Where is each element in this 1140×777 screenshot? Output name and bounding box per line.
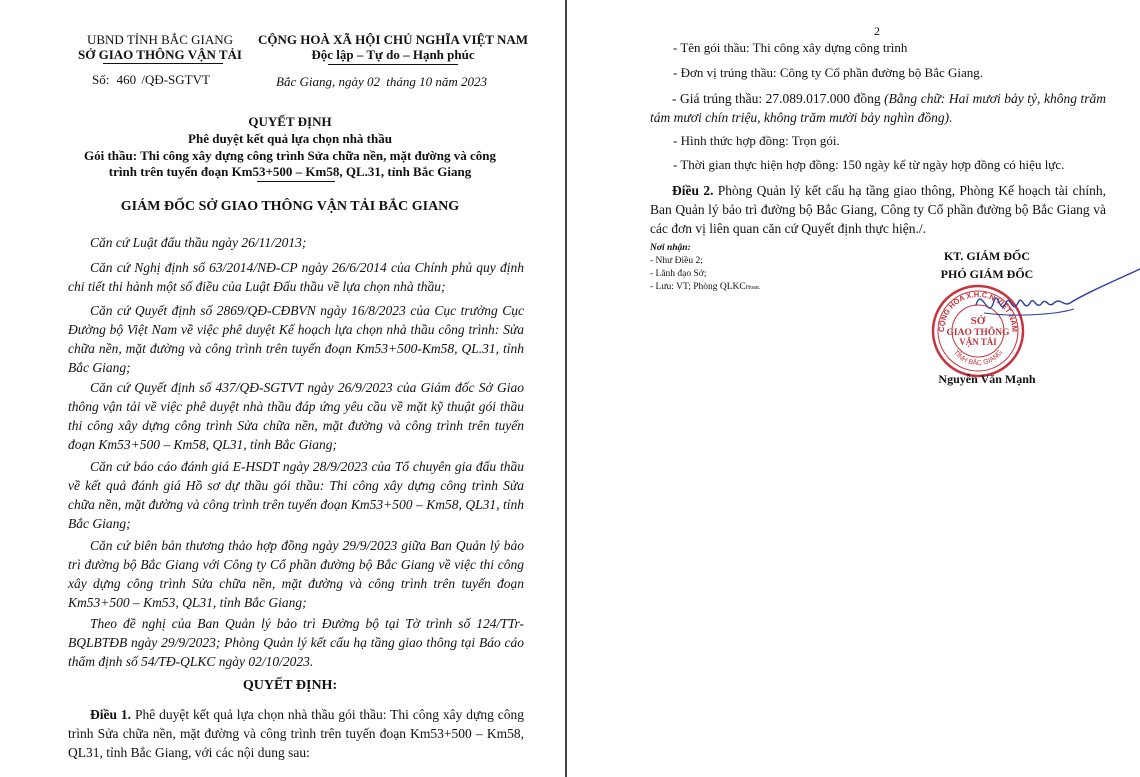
package-line-2: trình trên tuyến đoạn Km53+500 – Km58, QL.31, tỉnh Bắc Giang [108, 164, 472, 179]
signer-name: Nguyễn Văn Mạnh [938, 372, 1036, 386]
decision-heading: QUYẾT ĐỊNH: [242, 678, 338, 693]
contract-duration-item: - Thời gian thực hiện hợp đồng: 150 ngày kể từ ngày hợp đồng có hiệu lực. [673, 157, 1065, 172]
document-page-2 [567, 0, 1140, 777]
basis-6: Căn cứ biên bản thương thảo hợp đồng ngày 29/9/2023 giữa Ban Quản lý bảo trì đường bộ Bắc Giang với Công ty Cổ phần đường bộ Bắc Giang về việc thi công xây dựng công trình Sửa chữa nền, mặt đường và công trình trên tuyến đoạn Km53+500 – Km53, QL31, tỉnh Bắc Giang; [68, 538, 524, 610]
svg-text:SỞ: SỞ [970, 315, 986, 327]
basis-5: Căn cứ báo cáo đánh giá E-HSDT ngày 28/9/2023 của Tổ chuyên gia đấu thầu về kết quả đánh giá Hồ sơ dự thầu gói thầu: Thi công xây dựng công trình Sửa chữa nền, mặt đường và công trình trên tuyến đoạn Km53+500 – Km58, QL31, tỉnh Bắc Giang; [68, 459, 524, 531]
handwritten-signature [974, 265, 1140, 335]
winning-bidder-item: - Đơn vị trúng thầu: Công ty Cổ phần đường bộ Bắc Giang. [673, 65, 984, 80]
sign-title-1: KT. GIÁM ĐỐC [943, 249, 1031, 263]
seal-ring-text: CỘNG HÒA X.H.C.N VIỆT NAM [936, 289, 1020, 333]
svg-text:VẬN TẢI: VẬN TẢI [959, 337, 997, 347]
package-name-item: - Tên gói thầu: Thi công xây dựng công trình [673, 40, 908, 55]
winning-price-item: - Giá trúng thầu: 27.089.017.000 đồng (Bằng chữ: Hai mươi bảy tỷ, không trăm tám mươi chín triệu, không trăm mười bảy nghìn đồng). [650, 91, 1107, 125]
doc-heading: QUYẾT ĐỊNH [248, 114, 332, 129]
article-2: Điều 2. Phòng Quản lý kết cấu hạ tầng giao thông, Phòng Kế hoạch tài chính, Ban Quản lý bảo trì đường bộ Bắc Giang, Công ty Cổ phần đường bộ Bắc Giang và các đơn vị liên quan căn cứ Quyết định thực hiện./. [650, 183, 1106, 236]
svg-text:GIAO THÔNG: GIAO THÔNG [946, 328, 1010, 338]
decision-number: Số: 460 /QĐ-SGTVT [92, 72, 210, 87]
recipient-item: - Lưu: VT; Phòng QLKCHoan. [650, 282, 761, 292]
package-line-1: Gói thầu: Thi công xây dựng công trình Sửa chữa nền, mặt đường và công [84, 148, 496, 163]
basis-3: Căn cứ Quyết định số 2869/QĐ-CĐBVN ngày 16/8/2023 của Cục trưởng Cục Đường bộ Việt Nam về việc phê duyệt Kế hoạch lựa chọn nhà thầu công trình: Sửa chữa nền, mặt đường và công trình trên tuyến đoạn Km53+500-Km58, QL.31, tỉnh Bắc Giang; [68, 303, 524, 375]
national-title: CỘNG HOÀ XÃ HỘI CHỦ NGHĨA VIỆT NAM [257, 32, 529, 47]
document-page-1 [0, 0, 565, 777]
article-1: Điều 1. Phê duyệt kết quả lựa chọn nhà thầu gói thầu: Thi công xây dựng công trình Sửa chữa nền, mặt đường và công trình trên tuyến đoạn Km53+500 – Km58, QL31, tỉnh Bắc Giang, với các nội dung sau: [68, 707, 525, 760]
issuing-authority: GIÁM ĐỐC SỞ GIAO THÔNG VẬN TẢI BẮC GIANG [120, 199, 460, 214]
issue-date: Bắc Giang, ngày 02 tháng 10 năm 2023 [276, 74, 487, 89]
agency-underline [103, 63, 223, 64]
basis-1: Căn cứ Luật đấu thầu ngày 26/11/2013; [90, 235, 307, 250]
motto-underline [328, 64, 458, 65]
page-number: 2 [874, 24, 880, 38]
doc-subtitle: Phê duyệt kết quả lựa chọn nhà thầu [188, 131, 392, 146]
recipient-item: - Như Điều 2; [650, 256, 703, 266]
svg-text:TỈNH BẮC GIANG [952, 349, 1004, 367]
agency-parent: UBND TỈNH BẮC GIANG [86, 32, 233, 47]
seal-bottom-text: TỈNH BẮC GIANG [951, 349, 1005, 368]
recipient-item: - Lãnh đạo Sở; [650, 269, 707, 279]
basis-2: Căn cứ Nghị định số 63/2014/NĐ-CP ngày 26/6/2014 của Chính phủ quy định chi tiết thi hành một số điều của Luật Đấu thầu về lựa chọn nhà thầu; [68, 260, 524, 294]
agency-name: SỞ GIAO THÔNG VẬN TẢI [78, 47, 242, 62]
recipients-title: Nơi nhận: [650, 243, 691, 253]
sign-title-2: PHÓ GIÁM ĐỐC [940, 267, 1034, 281]
basis-7: Theo đề nghị của Ban Quản lý bảo trì Đường bộ tại Tờ trình số 124/TTr-BQLBTĐB ngày 29/9/2023; Phòng Quản lý kết cấu hạ tầng giao thông tại Báo cáo thẩm định số 54/TĐ-QLKC ngày 02/10/2023. [68, 616, 524, 669]
contract-type-item: - Hình thức hợp đồng: Trọn gói. [673, 133, 840, 148]
title-underline [257, 181, 335, 182]
national-motto: Độc lập – Tự do – Hạnh phúc [311, 47, 475, 62]
basis-4: Căn cứ Quyết định số 437/QĐ-SGTVT ngày 26/9/2023 của Giám đốc Sở Giao thông vận tải về việc phê duyệt nhà thầu đáp ứng yêu cầu về mặt kỹ thuật gói thầu thi công xây dựng công trình Sửa chữa nền, mặt đường và công trình trên tuyến đoạn Km53+500 – Km58, QL31, tỉnh Bắc Giang; [68, 380, 524, 452]
